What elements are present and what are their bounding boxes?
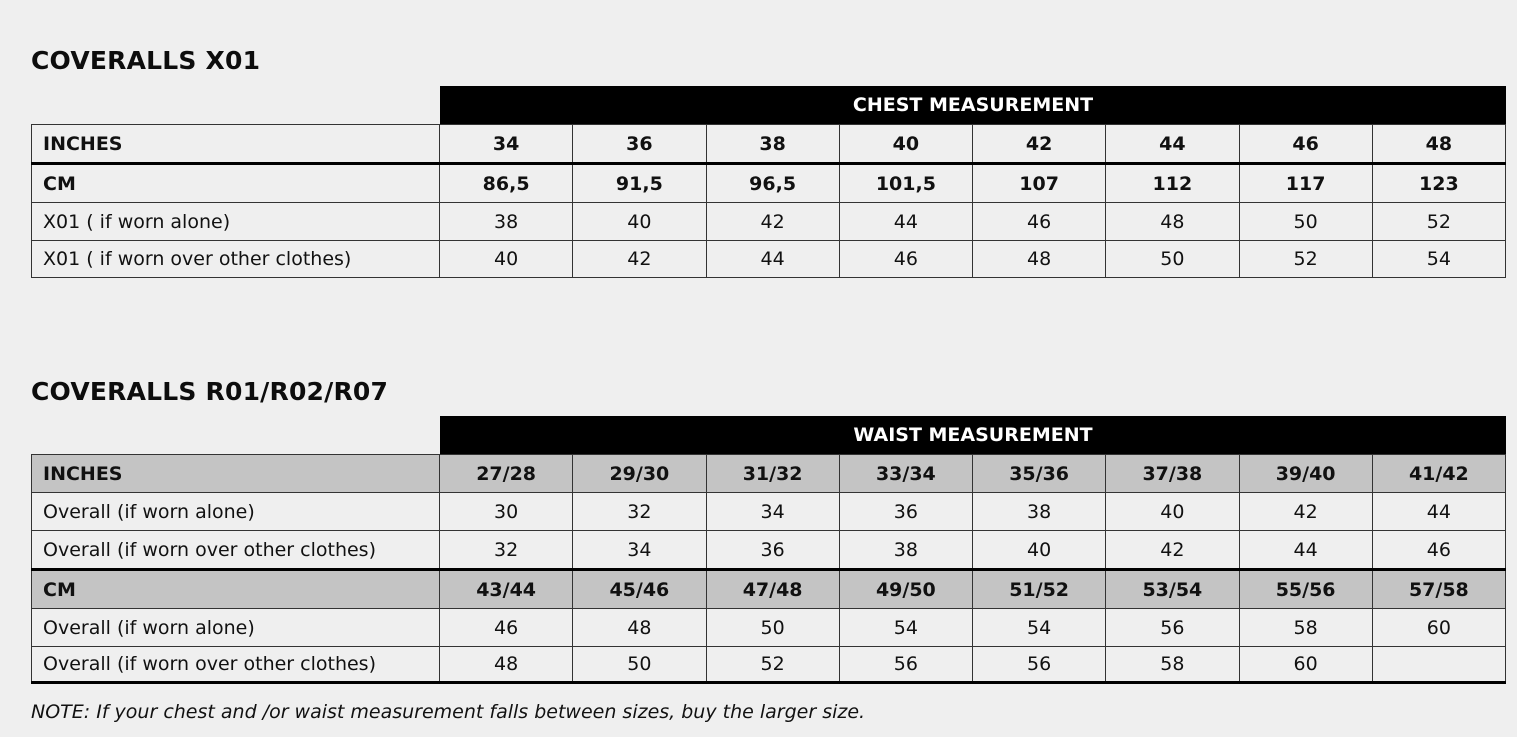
size-cell: 36 bbox=[840, 493, 973, 530]
size-cell: 29/30 bbox=[573, 455, 706, 492]
sizing-note: NOTE: If your chest and /or waist measurement falls between sizes, buy the larger size. bbox=[31, 701, 866, 723]
size-cell: 44 bbox=[1373, 493, 1506, 530]
size-cell: 91,5 bbox=[573, 165, 706, 202]
chest-measurement-header: CHEST MEASUREMENT bbox=[440, 86, 1506, 124]
size-cell: 31/32 bbox=[707, 455, 840, 492]
size-cell: 57/58 bbox=[1373, 571, 1506, 608]
table-row bbox=[31, 240, 1506, 278]
size-cell: 41/42 bbox=[1373, 455, 1506, 492]
row-label: X01 ( if worn over other clothes) bbox=[31, 241, 440, 277]
size-cell: 44 bbox=[1106, 125, 1239, 162]
size-cell: 51/52 bbox=[973, 571, 1106, 608]
size-cell: 117 bbox=[1240, 165, 1373, 202]
size-cell: 49/50 bbox=[840, 571, 973, 608]
size-cell: 60 bbox=[1373, 609, 1506, 646]
row-label: X01 ( if worn alone) bbox=[31, 203, 440, 240]
size-cell: 34 bbox=[440, 125, 573, 162]
size-cell: 52 bbox=[1373, 203, 1506, 240]
table-row bbox=[31, 568, 1506, 608]
size-cell: 47/48 bbox=[707, 571, 840, 608]
size-cell: 112 bbox=[1106, 165, 1239, 202]
size-cell: 107 bbox=[973, 165, 1106, 202]
size-cell: 53/54 bbox=[1106, 571, 1239, 608]
size-cell: 48 bbox=[1373, 125, 1506, 162]
size-cell: 56 bbox=[840, 647, 973, 681]
waist-measurement-header: WAIST MEASUREMENT bbox=[440, 416, 1506, 454]
size-cell: 96,5 bbox=[707, 165, 840, 202]
table-row bbox=[31, 124, 1506, 162]
size-cell: 44 bbox=[707, 241, 840, 277]
size-cell: 27/28 bbox=[440, 455, 573, 492]
size-cell: 42 bbox=[707, 203, 840, 240]
size-cell: 48 bbox=[440, 647, 573, 681]
size-cell: 48 bbox=[973, 241, 1106, 277]
size-cell: 52 bbox=[707, 647, 840, 681]
row-label: Overall (if worn alone) bbox=[31, 493, 440, 530]
size-cell: 40 bbox=[1106, 493, 1239, 530]
size-cell: 42 bbox=[973, 125, 1106, 162]
size-cell: 40 bbox=[840, 125, 973, 162]
x01-size-table bbox=[31, 86, 1506, 278]
table-row bbox=[31, 454, 1506, 492]
row-label: CM bbox=[31, 165, 440, 202]
size-cell: 54 bbox=[840, 609, 973, 646]
size-cell: 48 bbox=[573, 609, 706, 646]
size-cell: 46 bbox=[440, 609, 573, 646]
table-row bbox=[31, 492, 1506, 530]
size-cell: 50 bbox=[707, 609, 840, 646]
size-cell: 32 bbox=[573, 493, 706, 530]
table-row bbox=[31, 608, 1506, 646]
size-cell: 33/34 bbox=[840, 455, 973, 492]
r-series-size-table bbox=[31, 416, 1506, 684]
size-cell bbox=[1373, 647, 1506, 681]
size-cell: 36 bbox=[573, 125, 706, 162]
size-cell: 52 bbox=[1240, 241, 1373, 277]
size-cell: 35/36 bbox=[973, 455, 1106, 492]
size-cell: 54 bbox=[973, 609, 1106, 646]
title-r01-r02-r07: COVERALLS R01/R02/R07 bbox=[31, 377, 389, 406]
table-row bbox=[31, 646, 1506, 684]
size-cell: 43/44 bbox=[440, 571, 573, 608]
size-cell: 60 bbox=[1240, 647, 1373, 681]
size-cell: 86,5 bbox=[440, 165, 573, 202]
size-cell: 56 bbox=[973, 647, 1106, 681]
table-row bbox=[31, 202, 1506, 240]
size-cell: 38 bbox=[440, 203, 573, 240]
size-cell: 50 bbox=[1106, 241, 1239, 277]
row-label: INCHES bbox=[31, 125, 440, 162]
row-label: Overall (if worn over other clothes) bbox=[31, 647, 440, 681]
row-label: INCHES bbox=[31, 455, 440, 492]
size-cell: 42 bbox=[573, 241, 706, 277]
size-cell: 34 bbox=[573, 531, 706, 568]
size-cell: 38 bbox=[707, 125, 840, 162]
size-cell: 32 bbox=[440, 531, 573, 568]
row-label: Overall (if worn over other clothes) bbox=[31, 531, 440, 568]
size-cell: 38 bbox=[840, 531, 973, 568]
size-cell: 36 bbox=[707, 531, 840, 568]
size-cell: 42 bbox=[1240, 493, 1373, 530]
size-cell: 40 bbox=[440, 241, 573, 277]
row-label: CM bbox=[31, 571, 440, 608]
table-row bbox=[31, 162, 1506, 202]
size-cell: 50 bbox=[573, 647, 706, 681]
size-cell: 54 bbox=[1373, 241, 1506, 277]
size-cell: 46 bbox=[1240, 125, 1373, 162]
row-label: Overall (if worn alone) bbox=[31, 609, 440, 646]
size-cell: 30 bbox=[440, 493, 573, 530]
size-cell: 34 bbox=[707, 493, 840, 530]
size-cell: 123 bbox=[1373, 165, 1506, 202]
size-cell: 58 bbox=[1240, 609, 1373, 646]
size-cell: 101,5 bbox=[840, 165, 973, 202]
size-cell: 42 bbox=[1106, 531, 1239, 568]
size-cell: 45/46 bbox=[573, 571, 706, 608]
size-cell: 44 bbox=[840, 203, 973, 240]
size-cell: 50 bbox=[1240, 203, 1373, 240]
table-row bbox=[31, 530, 1506, 568]
size-cell: 48 bbox=[1106, 203, 1239, 240]
size-cell: 58 bbox=[1106, 647, 1239, 681]
size-cell: 55/56 bbox=[1240, 571, 1373, 608]
size-cell: 40 bbox=[973, 531, 1106, 568]
size-cell: 46 bbox=[840, 241, 973, 277]
size-cell: 46 bbox=[973, 203, 1106, 240]
size-cell: 46 bbox=[1373, 531, 1506, 568]
size-cell: 44 bbox=[1240, 531, 1373, 568]
title-x01: COVERALLS X01 bbox=[31, 46, 261, 75]
size-cell: 38 bbox=[973, 493, 1106, 530]
size-cell: 39/40 bbox=[1240, 455, 1373, 492]
size-cell: 37/38 bbox=[1106, 455, 1239, 492]
size-cell: 40 bbox=[573, 203, 706, 240]
size-cell: 56 bbox=[1106, 609, 1239, 646]
